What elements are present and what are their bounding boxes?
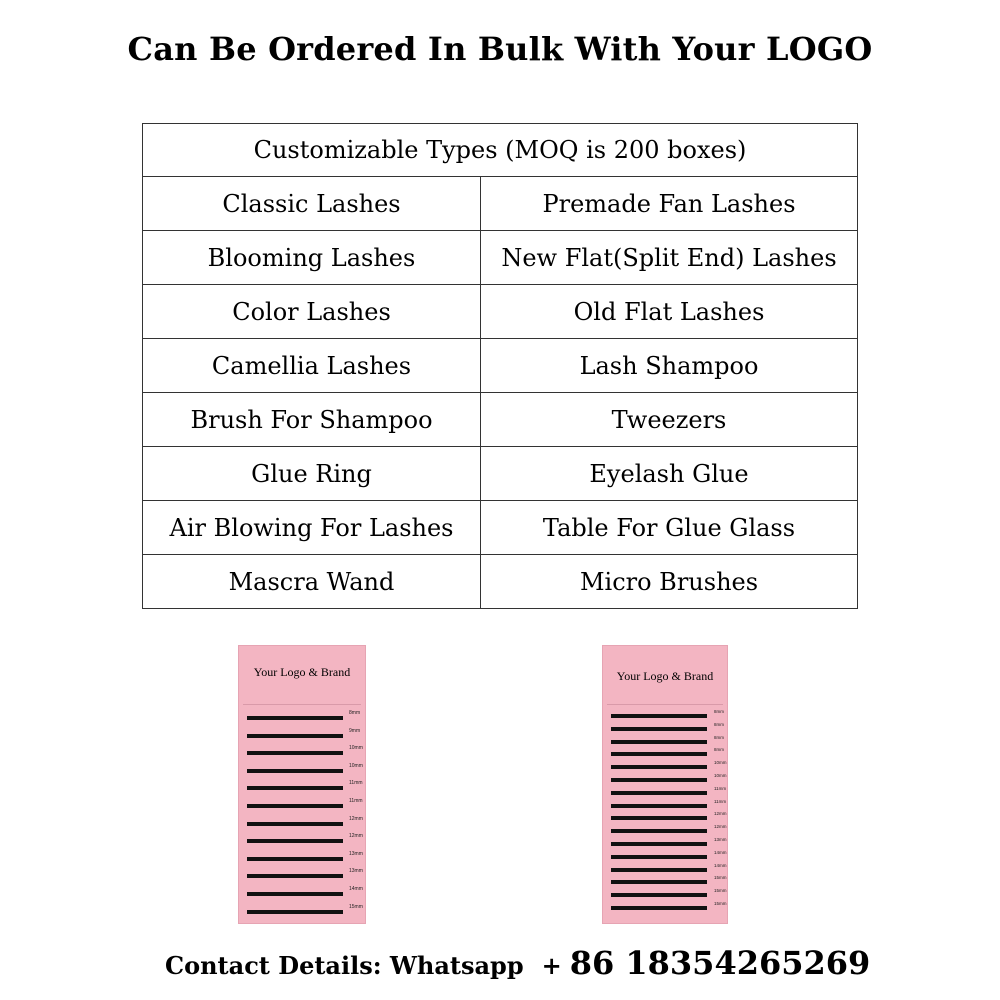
lash-length-label: 11mm: [714, 785, 727, 791]
lash-strip: [247, 839, 343, 843]
lash-length-label: 13mm: [714, 837, 727, 842]
table-row: [143, 231, 858, 285]
lash-strip: [611, 765, 707, 769]
plus-sign: +: [541, 951, 562, 980]
lash-strip-row: [603, 760, 727, 773]
lash-length-label: 10mm: [349, 745, 363, 752]
table-row: [143, 447, 858, 501]
lash-strip-row: [603, 824, 727, 837]
table-row: [143, 555, 858, 609]
lash-strip-row: [603, 888, 727, 901]
table-row: [143, 501, 858, 555]
lash-strip: [247, 804, 343, 808]
table-cell: Tweezers: [481, 393, 858, 447]
lash-strip-row: [603, 863, 727, 876]
table-cell: Air Blowing For Lashes: [143, 501, 481, 555]
lash-length-label: 10mm: [714, 760, 727, 766]
lash-strip-row: [239, 745, 365, 759]
lash-strip-row: [239, 886, 365, 900]
lash-strip-row: [239, 833, 365, 847]
lash-length-label: 10mm: [714, 773, 727, 778]
lash-length-label: 8mm: [714, 709, 724, 714]
lash-strip: [247, 822, 343, 826]
lash-strip: [611, 791, 707, 795]
lash-length-label: 13mm: [349, 868, 363, 875]
lash-strip-row: [603, 875, 727, 888]
table-cell: Lash Shampoo: [481, 339, 858, 393]
lash-strip: [247, 734, 343, 738]
table-header: Customizable Types (MOQ is 200 boxes): [143, 124, 858, 177]
lash-length-label: 12mm: [349, 815, 363, 822]
contact-label: Contact Details: Whatsapp: [165, 951, 524, 980]
table-row: [143, 177, 858, 231]
lash-strip: [611, 829, 707, 833]
lash-strip-row: [239, 710, 365, 724]
lash-strip: [611, 816, 707, 820]
table-cell: Table For Glue Glass: [481, 501, 858, 555]
table-cell: New Flat(Split End) Lashes: [481, 231, 858, 285]
lash-tray-card-12-rows: [238, 645, 366, 924]
lash-strip: [611, 778, 707, 782]
lash-strip: [247, 857, 343, 861]
lash-strip: [247, 910, 343, 914]
lash-length-label: 11mm: [714, 798, 727, 804]
divider: [243, 704, 361, 705]
lash-length-label: 9mm: [349, 727, 361, 734]
lash-strip-row: [239, 904, 365, 918]
table-cell: Glue Ring: [143, 447, 481, 501]
lash-strip: [247, 874, 343, 878]
lash-length-label: 12mm: [714, 824, 727, 830]
lash-length-label: 14mm: [349, 886, 363, 892]
lash-length-label: 15mm: [714, 888, 727, 894]
lash-strip: [611, 727, 707, 731]
lash-strip-row: [603, 901, 727, 914]
lash-length-label: 15mm: [714, 901, 727, 906]
page-title: Can Be Ordered In Bulk With Your LOGO: [127, 30, 873, 68]
lash-strip-row: [603, 837, 727, 850]
contact-details: [165, 944, 870, 982]
lash-length-label: 15mm: [349, 903, 363, 910]
lash-strip: [611, 804, 707, 808]
lash-length-label: 8mm: [714, 747, 724, 753]
lash-strip-row: [239, 798, 365, 812]
table-cell: Classic Lashes: [143, 177, 481, 231]
table-cell: Brush For Shampoo: [143, 393, 481, 447]
table-cell: Old Flat Lashes: [481, 285, 858, 339]
table-row: [143, 285, 858, 339]
lash-strip: [611, 880, 707, 884]
lash-length-label: 14mm: [714, 862, 727, 868]
lash-strip-row: [603, 722, 727, 735]
lash-length-label: 8mm: [714, 734, 724, 740]
table-row: [143, 339, 858, 393]
lash-length-label: 15mm: [714, 875, 727, 881]
table-cell: Color Lashes: [143, 285, 481, 339]
lash-strip-row: [603, 747, 727, 760]
lash-length-label: 13mm: [349, 850, 363, 857]
lash-length-label: 11mm: [349, 798, 363, 804]
table-row: [143, 393, 858, 447]
lash-strip-row: [603, 786, 727, 799]
lash-strip-row: [603, 850, 727, 863]
lash-strip-row: [603, 735, 727, 748]
lash-strip-row: [603, 709, 727, 722]
lash-strip: [611, 842, 707, 846]
lash-strip-row: [239, 868, 365, 882]
table-cell: Micro Brushes: [481, 555, 858, 609]
whatsapp-number: 86 18354265269: [569, 944, 871, 982]
lash-length-label: 8mm: [349, 710, 361, 716]
table-cell: Eyelash Glue: [481, 447, 858, 501]
lash-strip: [611, 752, 707, 756]
lash-strip-row: [239, 780, 365, 794]
lash-strip: [611, 868, 707, 872]
lash-strip-row: [603, 799, 727, 812]
lash-strip-row: [239, 728, 365, 742]
lash-length-label: 12mm: [714, 811, 727, 817]
table-cell: Camellia Lashes: [143, 339, 481, 393]
lash-length-label: 12mm: [349, 833, 363, 840]
table-header-row: [143, 124, 858, 177]
lash-strip: [611, 714, 707, 718]
lash-length-label: 11mm: [349, 780, 363, 787]
lash-strip: [611, 855, 707, 859]
lash-length-label: 8mm: [714, 721, 724, 727]
lash-strip: [611, 893, 707, 897]
lash-length-label: 14mm: [714, 849, 727, 855]
lash-strip: [611, 740, 707, 744]
lash-strip: [247, 716, 343, 720]
lash-length-label: 10mm: [349, 762, 363, 769]
lash-strip-row: [239, 816, 365, 830]
brand-label: Your Logo & Brand: [616, 669, 714, 683]
table-cell: Mascra Wand: [143, 555, 481, 609]
divider: [607, 704, 723, 705]
lash-strip-row: [603, 811, 727, 824]
lash-strip-row: [239, 763, 365, 777]
lash-strip-row: [239, 851, 365, 865]
brand-label: Your Logo & Brand: [253, 665, 351, 679]
lash-strip-row: [603, 773, 727, 786]
lash-strip: [247, 892, 343, 896]
lash-strip: [247, 769, 343, 773]
lash-strip: [247, 751, 343, 755]
lash-strip: [247, 786, 343, 790]
lash-tray-card-16-rows: [602, 645, 728, 924]
table-cell: Blooming Lashes: [143, 231, 481, 285]
lash-strip: [611, 906, 707, 910]
table-cell: Premade Fan Lashes: [481, 177, 858, 231]
customizable-types-table: [142, 123, 858, 609]
